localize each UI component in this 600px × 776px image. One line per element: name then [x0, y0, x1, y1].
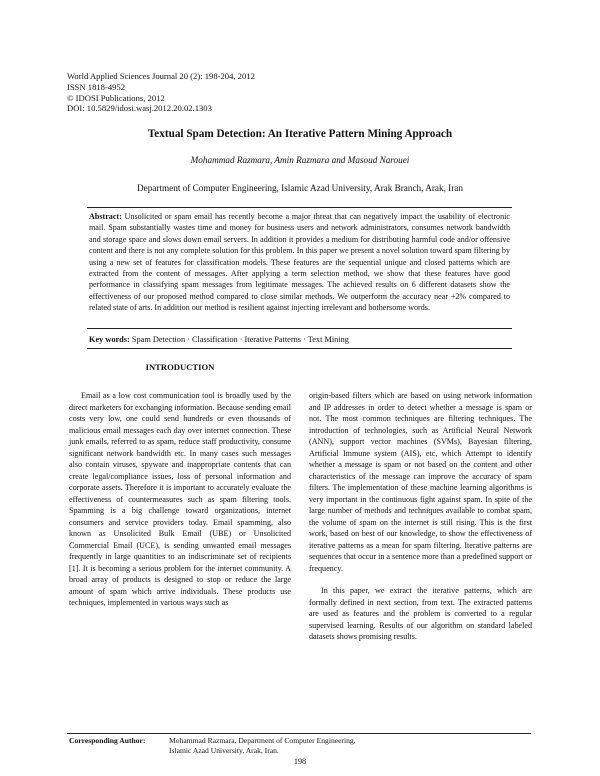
footer-rule: [67, 733, 531, 734]
corresponding-author-label: Corresponding Author:: [69, 736, 146, 745]
abstract-label: Abstract:: [89, 212, 122, 221]
intro-paragraph-1: Email as a low cost communication tool is broadly used by the direct marketers for exchanging information. Because sending email costs very low, one could send hundreds or even thousands of malicious email messages each day over internet connection. These junk emails, referred to as spam, reduce staff productivity, consume significant network bandwidth etc. In many cases such messages also contain viruses, spyware and inappropriate contents that can create legal/compliance issues, loss of personal information and corporate assets. Therefore it is important to accurately evaluate the effectiveness of countermeasures such as spam filtering tools. Spamming is a big challenge toward organizations, internet consumers and service providers today. Email spamming, also known as Unsolicited Bulk Email (UBE) or Unsolicited Commercial Email (UCE), is sending unwanted email messages frequently in large quantities to an indiscriminate set of recipients [1]. It is becoming a serious problem for the internet community. A broad array of products is designed to stop or reduce the large amount of spam which arrive individuals. These products use techniques, implemented in various ways such as: [69, 391, 291, 607]
intro-paragraph-continued: origin-based filters which are based on using network information and IP addresses in order to detect whether a message is spam or not. The most common techniques are filtering techniques. The introduction of technologies, such as Artificial Neural Network (ANN), support vector machines (SVMs), Bayesian filtering, Artificial Immune system (AIS), etc, which Attempt to identify whether a message is spam or not based on the content and other characteristics of the message can improve the accuracy of spam filters. The implementation of these machine learning algorithms is very important in the continuous fight against spam. In spite of the large number of methods and techniques available to combat spam, the volume of spam on the internet is still rising. This is the first work, based on best of our knowledge, to show the effectiveness of iterative patterns as a mean for spam filtering. Iterative patterns are sequences that occur in a sentence more than a predefined support or frequency.: [309, 391, 532, 573]
intro-paragraph-2: In this paper, we extract the iterative patterns, which are formally defined in next section, from text. The extracted patterns are used as features and the problem is converted to a regular supervised learning. Results of our algorithm on standard labeled datasets shows promising results.: [309, 586, 532, 641]
right-column: [309, 390, 532, 643]
copyright: © IDOSI Publications, 2012: [67, 92, 165, 103]
keywords-label: Key words:: [89, 335, 130, 344]
keywords-bottom-rule: [87, 348, 512, 349]
section-heading-introduction: INTRODUCTION: [145, 362, 215, 372]
left-column: [69, 390, 291, 609]
paper-title: Textual Spam Detection: An Iterative Pattern Mining Approach: [147, 128, 453, 140]
affiliation: Department of Computer Engineering, Islamic Azad University, Arak Branch, Arak, Iran: [137, 183, 463, 193]
keywords: [89, 335, 349, 344]
issn: ISSN 1818-4952: [67, 81, 126, 92]
journal-header: [67, 71, 255, 114]
abstract-bottom-rule: [87, 328, 512, 329]
journal-citation: World Applied Sciences Journal 20 (2): 198-204, 2012: [67, 71, 255, 81]
page-number: 198: [293, 757, 307, 766]
abstract: [89, 211, 510, 314]
abstract-text: Unsolicited or spam email has recently become a major threat that can negatively impact the usability of electronic mail. Spam substantially wastes time and money for business users and network administrators, consumes network bandwidth and storage space and slows down email servers. In addition it provides a medium for distributing harmful code and/or offensive content and there is not any complete solution for this problem. In this paper we present a novel solution toward spam filtering by using a new set of features for classification models. These features are the sequential unique and closed patterns which are extracted from the content of messages. After applying a term selection method, we show that these features have good performance in classifying spam messages from legitimate messages. The achieved results on 6 different datasets show the effectiveness of our proposed method compared to close similar methods. We outperform the accuracy near +2% compared to related state of arts. In addition our method is resilient against injecting irrelevant and bothersome words.: [89, 212, 510, 313]
doi: DOI: 10.5829/idosi.wasj.2012.20.02.1303: [67, 103, 212, 114]
abstract-top-rule: [87, 207, 512, 208]
authors: Mohammad Razmara, Amin Razmara and Masoud Narouei: [190, 155, 410, 165]
keywords-text: Spam Detection · Classification · Iterative Patterns · Text Mining: [131, 335, 349, 344]
corresponding-author-line-1: Mohammad Razmara, Department of Computer Engineering,: [169, 736, 356, 745]
corresponding-author-line-2: Islamic Azad University, Arak, Iran.: [169, 746, 279, 756]
